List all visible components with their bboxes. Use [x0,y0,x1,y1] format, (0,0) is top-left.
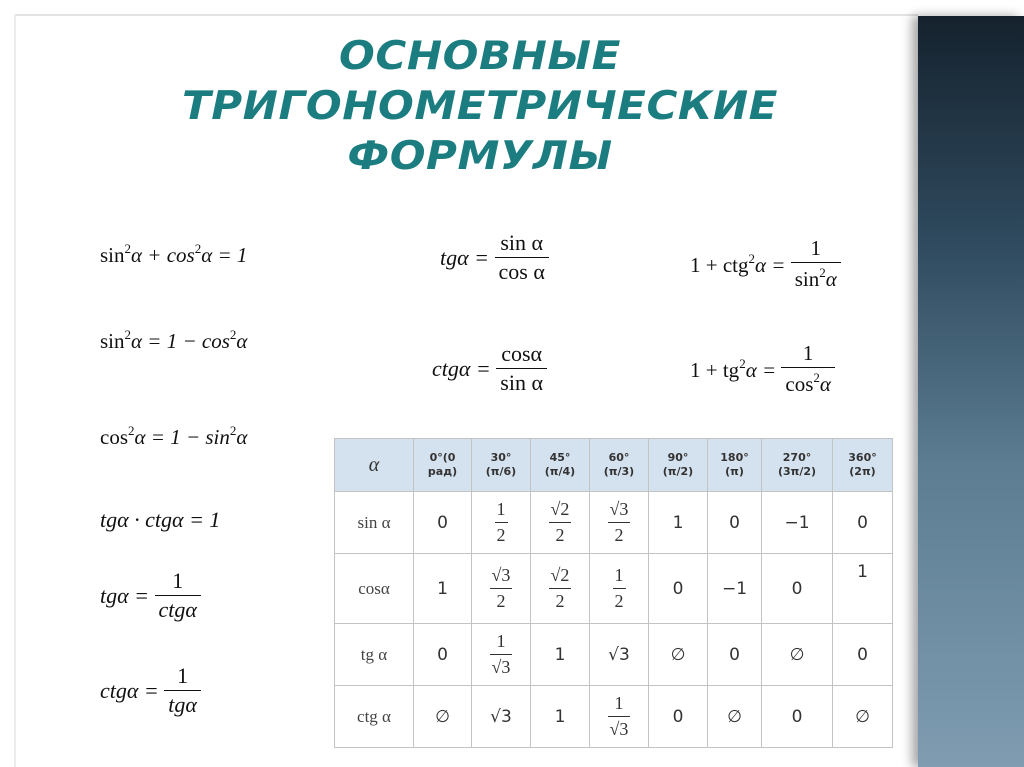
cell: $\frac{√3}{2}$ [590,492,649,554]
cell: ∅ [708,686,762,748]
formula-one-plus-tg-squared: $1 + tg^2\alpha$ = $\frac{1}{\cos^2\alpha}$ [690,343,835,395]
table-row-cos [335,554,893,624]
decorative-side-bar [918,16,1024,767]
formula-ctg-definition: ctgα = $\frac{\cos\alpha}{\text{sin α}}$ [432,343,547,394]
cell: 0 [833,492,893,554]
cell: 1 [833,554,893,624]
cell: 1 [531,624,590,686]
trig-values-table [334,438,893,748]
row-label-cos: cosα [335,554,414,624]
cell: $\frac{1}{2}$ [472,492,531,554]
cell: 0 [649,686,708,748]
table-header-row [335,439,893,492]
cell: ∅ [649,624,708,686]
header-45: 45° (π/4) [531,439,590,492]
cell: $\frac{1}{√3}$ [472,624,531,686]
header-60: 60° (π/3) [590,439,649,492]
cell: $\frac{1}{2}$ [590,554,649,624]
formula-sin-squared: $\sin^2\alpha = 1 - \cos^2\alpha$ [100,327,248,353]
cell: 0 [414,492,472,554]
formula-one-plus-ctg-squared: 1 + ctg$^2$α = $\frac{1}{\sin^2\alpha}$ [690,238,841,290]
cell: 0 [762,686,833,748]
table-row-tg [335,624,893,686]
table-row-ctg [335,686,893,748]
cell: 0 [649,554,708,624]
row-label-sin: sin α [335,492,414,554]
formula-pythagorean: $\sin^2\alpha + \cos^2\alpha = 1$ [100,241,248,267]
table-row-sin [335,492,893,554]
cell: 1 [649,492,708,554]
slide-top-border [14,14,918,16]
cell: 0 [762,554,833,624]
title-line-1: ОСНОВНЫЕ [339,34,621,79]
header-0: 0°(0 рад) [414,439,472,492]
header-180: 180° (π) [708,439,762,492]
slide-left-border [14,14,16,767]
cell: 1 [414,554,472,624]
cell: $\frac{√2}{2}$ [531,492,590,554]
cell: 0 [708,624,762,686]
cell: ∅ [833,686,893,748]
cell: 0 [833,624,893,686]
cell: $\frac{√2}{2}$ [531,554,590,624]
cell: −1 [708,554,762,624]
row-label-tg: tg α [335,624,414,686]
cell: √3 [590,624,649,686]
title-line-2: ТРИГОНОМЕТРИЧЕСКИЕ [182,84,778,129]
header-360: 360° (2π) [833,439,893,492]
row-label-ctg: ctg α [335,686,414,748]
title-line-3: ФОРМУЛЫ [347,134,613,179]
formula-tg-definition: tgα = $\frac{\text{sin α}}{\text{cos α}}$ [440,232,549,283]
header-270: 270° (3π/2) [762,439,833,492]
cell: −1 [762,492,833,554]
formula-ctg-via-tg: ctgα = $\frac{1}{\text{tgα}}$ [100,665,201,716]
formula-tg-via-ctg: tgα = $\frac{1}{\text{ctgα}}$ [100,570,201,621]
formula-cos-squared: $\cos^2\alpha = 1 - \sin^2\alpha$ [100,423,248,449]
formula-tg-ctg-product: tgα · ctgα = 1 [100,507,221,532]
cell: ∅ [762,624,833,686]
cell: $\frac{1}{√3}$ [590,686,649,748]
cell: ∅ [414,686,472,748]
header-30: 30° (π/6) [472,439,531,492]
header-90: 90° (π/2) [649,439,708,492]
cell: $\frac{√3}{2}$ [472,554,531,624]
cell: 0 [708,492,762,554]
cell: 1 [531,686,590,748]
slide-title [120,32,840,182]
cell: 0 [414,624,472,686]
cell: √3 [472,686,531,748]
table-corner-alpha: α [335,439,414,492]
